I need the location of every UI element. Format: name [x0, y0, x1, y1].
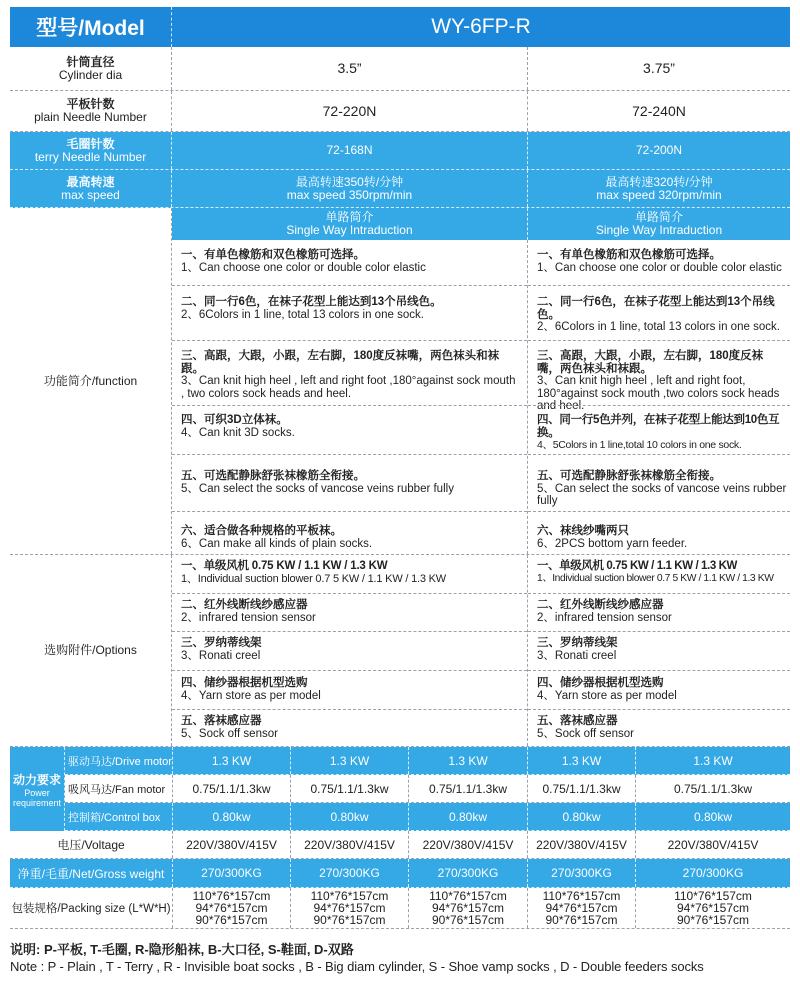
voltage-value: 220V/380V/415V [635, 831, 790, 858]
weight-value: 270/300KG [408, 859, 527, 887]
fan-motor-value: 0.75/1.1/1.3kw [635, 775, 790, 802]
function-item: 四、可织3D立体袜。 4、Can knit 3D socks. [181, 414, 295, 439]
drive-motor-value: 1.3 KW [290, 747, 408, 774]
function-item: 四、同一行5色并列，在袜子花型上能达到10色互换。 4、5Colors in 1 line,total 10 colors in one sock. [537, 414, 780, 451]
weight-value: 270/300KG [635, 859, 790, 887]
option-item: 五、落袜感应器 5、Sock off sensor [537, 715, 634, 740]
terry-needle-value-2: 72-200N [527, 132, 790, 169]
weight-value: 270/300KG [172, 859, 290, 887]
power-label-cn: 动力要求 [12, 772, 61, 787]
option-item: 四、储纱器根据机型选购 4、Yarn store as per model [537, 677, 677, 702]
row-max-speed [10, 170, 790, 208]
packing-label: 包装规格/Packing size (L*W*H) [11, 903, 171, 915]
packing-value: 110*76*157cm 94*76*157cm 90*76*157cm [408, 888, 527, 928]
option-item: 四、储纱器根据机型选购 4、Yarn store as per model [181, 677, 321, 702]
packing-value: 110*76*157cm 94*76*157cm 90*76*157cm [527, 888, 635, 928]
function-item: 二、同一行6色，在袜子花型上能达到13个吊线色。 2、6Colors in 1 line, total 13 colors in one sock. [181, 296, 442, 321]
options-col-2 [527, 555, 790, 746]
row-control-box [65, 803, 790, 831]
function-item: 三、高跟，大跟，小跟，左右脚，180度反袜嘴，两色袜头和袜跟。 3、Can knit high heel , left and right foot ,180°against sock mouth , two colors sock heads and heel. [181, 350, 516, 400]
function-item: 二、同一行6色，在袜子花型上能达到13个吊线色。 2、6Colors in 1 line, total 13 colors in one sock. [537, 296, 780, 333]
row-options [10, 555, 790, 747]
function-intro-1-en: Single Way Intraduction [286, 223, 413, 237]
function-intro-2-en: Single Way Intraduction [595, 223, 723, 237]
drive-motor-value: 1.3 KW [172, 747, 290, 774]
row-fan-motor [65, 775, 790, 803]
plain-needle-value-2: 72-240N [527, 91, 790, 131]
control-box-label: 控制箱/Control box [68, 811, 161, 824]
terry-needle-label-cn: 毛圈针数 [66, 136, 115, 151]
row-plain-needle [10, 91, 790, 132]
row-function [10, 208, 790, 555]
row-voltage [10, 831, 790, 859]
model-value: WY-6FP-R [431, 15, 531, 38]
cylinder-label-cn: 针筒直径 [66, 54, 115, 69]
max-speed-2-en: max speed 320rpm/min [596, 187, 722, 202]
max-speed-label-en: max speed [61, 187, 120, 202]
row-drive-motor [65, 747, 790, 775]
options-col-1 [172, 555, 527, 746]
control-box-value: 0.80kw [290, 803, 408, 830]
drive-motor-value: 1.3 KW [635, 747, 790, 774]
packing-value: 110*76*157cm 94*76*157cm 90*76*157cm [290, 888, 408, 928]
note-en: Note : P - Plain , T - Terry , R - Invisible boat socks , B - Big diam cylinder, S - Shoe vamp socks , D - Double feeders socks [10, 959, 704, 974]
terry-needle-label-en: terry Needle Number [34, 149, 147, 164]
option-item: 二、红外线断线纱感应器 2、infrared tension sensor [181, 599, 316, 624]
control-box-value: 0.80kw [635, 803, 790, 830]
weight-value: 270/300KG [290, 859, 408, 887]
voltage-value: 220V/380V/415V [172, 831, 290, 858]
voltage-value: 220V/380V/415V [290, 831, 408, 858]
control-box-value: 0.80kw [408, 803, 527, 830]
function-item: 一、有单色橡筋和双色橡筋可选择。 1、Can choose one color or double color elastic [537, 249, 782, 274]
fan-motor-value: 0.75/1.1/1.3kw [527, 775, 635, 802]
fan-motor-value: 0.75/1.1/1.3kw [408, 775, 527, 802]
fan-motor-value: 0.75/1.1/1.3kw [290, 775, 408, 802]
note-cn: 说明: P-平板, T-毛圈, R-隐形船袜, B-大口径, S-鞋面, D-双路 [10, 942, 354, 957]
option-item: 五、落袜感应器 5、Sock off sensor [181, 715, 278, 740]
option-item: 一、单级风机 0.75 KW / 1.1 KW / 1.3 KW 1、Individual suction blower 0.7 5 KW / 1.1 KW / 1.3 KW [537, 560, 774, 584]
function-item: 六、袜线纱嘴两只 6、2PCS bottom yarn feeder. [537, 525, 688, 550]
function-intro-bar [172, 208, 790, 240]
packing-value: 110*76*157cm 94*76*157cm 90*76*157cm [635, 888, 790, 928]
option-item: 三、罗纳蒂线架 3、Ronati creel [181, 637, 262, 662]
max-speed-1-en: max speed 350rpm/min [286, 187, 413, 202]
terry-needle-value-1: 72-168N [326, 143, 373, 157]
options-label: 选购附件/Options [10, 555, 172, 746]
row-cylinder [10, 47, 790, 91]
drive-motor-label: 驱动马达/Drive motor [68, 755, 172, 768]
max-speed-label-cn: 最高转速 [66, 174, 115, 189]
fan-motor-value: 0.75/1.1/1.3kw [172, 775, 290, 802]
power-label [10, 747, 65, 831]
max-speed-2-cn: 最高转速320转/分钟 [605, 174, 713, 189]
packing-value: 110*76*157cm 94*76*157cm 90*76*157cm [172, 888, 290, 928]
fan-motor-label: 吸风马达/Fan motor [68, 783, 166, 796]
cylinder-value-1: 3.5” [337, 60, 362, 76]
weight-label: 净重/毛重/Net/Gross weight [17, 866, 165, 881]
row-weight [10, 859, 790, 888]
model-label: 型号/Model [10, 7, 172, 47]
option-item: 二、红外线断线纱感应器 2、infrared tension sensor [537, 599, 672, 624]
function-col-1 [172, 240, 527, 554]
function-item: 一、有单色橡筋和双色橡筋可选择。 1、Can choose one color or double color elastic [181, 249, 426, 274]
model-header [10, 7, 790, 47]
spec-table [10, 47, 790, 888]
plain-needle-label-en: plain Needle Number [34, 110, 147, 124]
row-terry-needle [10, 132, 790, 170]
cylinder-value-2: 3.75” [527, 47, 790, 90]
max-speed-1-cn: 最高转速350转/分钟 [295, 174, 404, 189]
voltage-label: 电压/Voltage [57, 838, 125, 852]
function-item: 五、可选配静脉舒张袜橡筋全衔接。 5、Can select the socks of vancose veins rubber fully [181, 470, 454, 495]
drive-motor-value: 1.3 KW [408, 747, 527, 774]
function-item: 三、高跟，大跟，小跟，左右脚，180度反袜嘴，两色袜头和袜跟。 3、Can knit high heel , left and right foot, 180°against sock mouth ,two colors sock heads and heel. [537, 350, 780, 412]
function-item: 六、适合做各种规格的平板袜。 6、Can make all kinds of plain socks. [181, 525, 373, 550]
plain-needle-label-cn: 平板针数 [66, 97, 115, 111]
voltage-value: 220V/380V/415V [527, 831, 635, 858]
control-box-value: 0.80kw [172, 803, 290, 830]
function-intro-1-cn: 单路简介 [325, 210, 374, 224]
cylinder-label-en: Cylinder dia [58, 67, 123, 82]
row-packing [10, 888, 790, 929]
weight-value: 270/300KG [527, 859, 635, 887]
control-box-value: 0.80kw [527, 803, 635, 830]
function-col-2 [527, 240, 790, 554]
voltage-value: 220V/380V/415V [408, 831, 527, 858]
function-label: 功能简介/function [10, 208, 172, 554]
function-item: 五、可选配静脉舒张袜橡筋全衔接。 5、Can select the socks of vancose veins rubber fully [537, 470, 787, 507]
power-label-en: Power requirement [12, 787, 62, 808]
drive-motor-value: 1.3 KW [527, 747, 635, 774]
option-item: 一、单级风机 0.75 KW / 1.1 KW / 1.3 KW 1、Individual suction blower 0.7 5 KW / 1.1 KW / 1.3 KW [181, 560, 446, 585]
option-item: 三、罗纳蒂线架 3、Ronati creel [537, 637, 618, 662]
function-intro-2-cn: 单路简介 [634, 210, 683, 224]
plain-needle-value-1: 72-220N [322, 102, 377, 119]
